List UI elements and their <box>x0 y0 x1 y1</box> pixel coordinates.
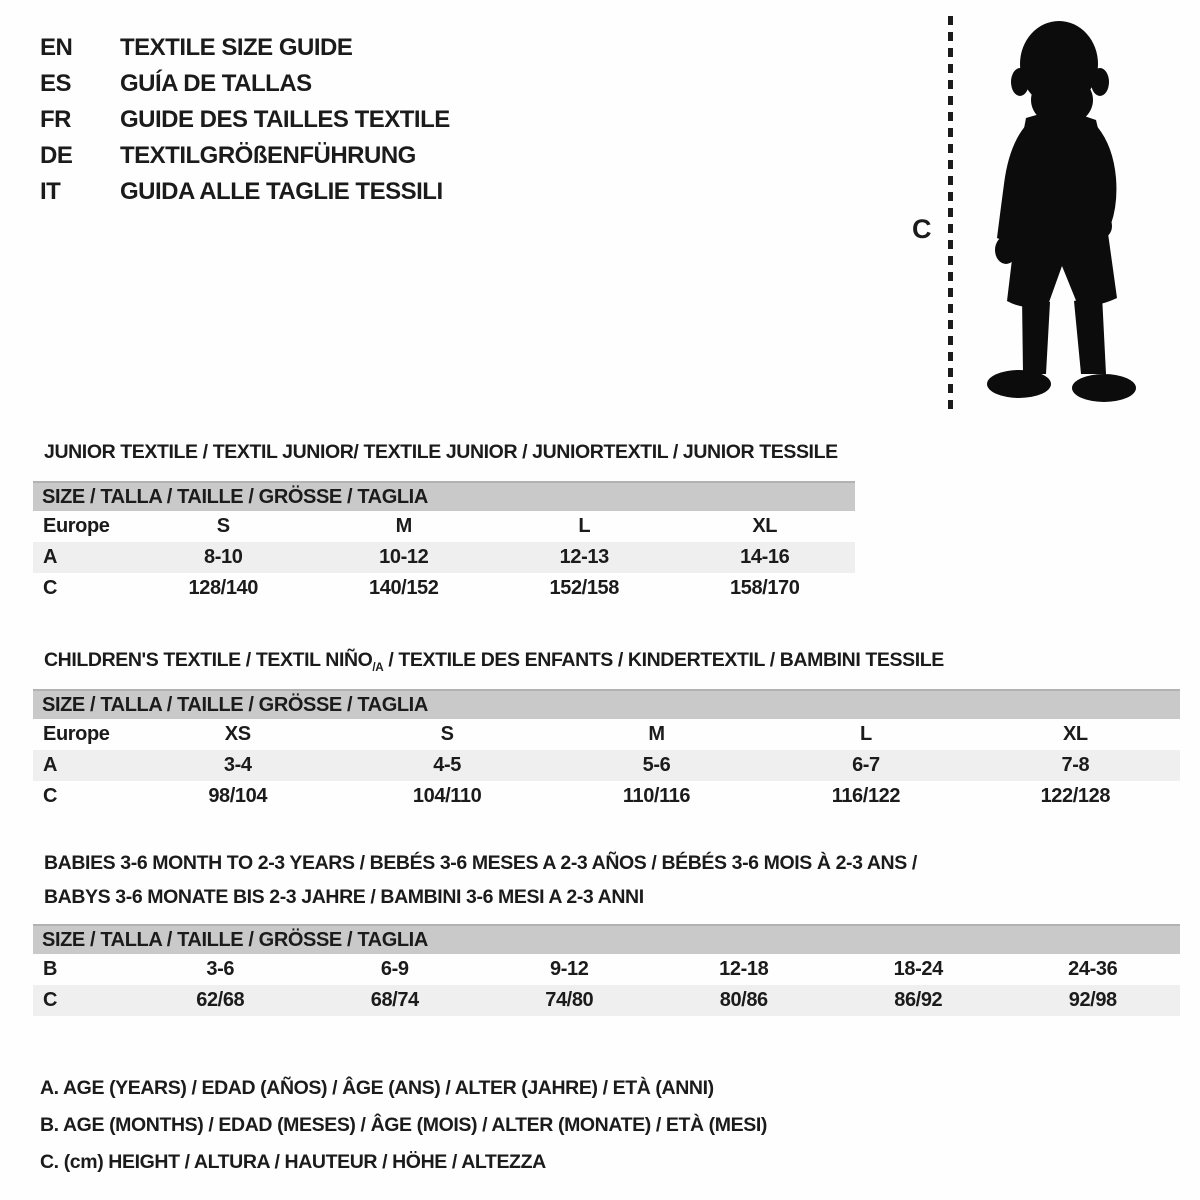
section-title-line <box>44 435 855 469</box>
size-header-label: SIZE / TALLA / TAILLE / GRÖSSE / TAGLIA <box>42 928 428 951</box>
size-header-label: SIZE / TALLA / TAILLE / GRÖSSE / TAGLIA <box>42 485 428 508</box>
size-table <box>33 924 1180 1016</box>
language-code: IT <box>40 178 61 205</box>
size-cell: 122/128 <box>1040 785 1111 807</box>
size-cell: L <box>860 723 872 745</box>
title-text: CHILDREN'S TEXTILE / TEXTIL NIÑO <box>44 649 373 671</box>
row-label: C <box>43 577 58 599</box>
size-cell: 158/170 <box>730 577 800 599</box>
size-cell: 5-6 <box>642 754 671 776</box>
language-row <box>40 30 450 66</box>
title-text: BABYS 3-6 MONATE BIS 2-3 JAHRE / BAMBINI 3-6 MESI A 2-3 ANNI <box>44 886 644 908</box>
size-cell: 6-7 <box>852 754 880 776</box>
size-cell: 74/80 <box>545 989 594 1011</box>
row-label: C <box>43 989 58 1011</box>
size-cell: 104/110 <box>412 785 482 807</box>
legend <box>40 1070 767 1181</box>
section-title-line <box>44 880 1180 914</box>
size-cell: 86/92 <box>894 989 943 1011</box>
size-header-label: SIZE / TALLA / TAILLE / GRÖSSE / TAGLIA <box>42 693 428 716</box>
section-childrens-textile <box>33 643 1180 807</box>
table-row <box>33 511 855 542</box>
section-title <box>44 643 1180 685</box>
language-row <box>40 174 450 210</box>
size-cell: 3-6 <box>206 958 235 980</box>
row-label: Europe <box>43 515 110 537</box>
size-cell: 92/98 <box>1068 989 1117 1011</box>
size-cell: 6-9 <box>380 958 409 980</box>
section-title <box>44 435 855 469</box>
table-row <box>33 781 1180 812</box>
table-row <box>33 719 1180 750</box>
language-row <box>40 138 450 174</box>
size-cell: 10-12 <box>379 546 429 568</box>
guide-title: GUIDA ALLE TAGLIE TESSILI <box>120 178 443 205</box>
size-cell: 152/158 <box>549 577 619 599</box>
language-code: FR <box>40 106 71 133</box>
row-label: C <box>43 785 58 807</box>
size-cell: 14-16 <box>740 546 790 568</box>
size-table-header <box>33 924 1180 954</box>
table-row <box>33 954 1180 985</box>
guide-title: GUÍA DE TALLAS <box>120 70 312 97</box>
size-table-header <box>33 481 855 511</box>
size-cell: M <box>395 515 412 537</box>
table-row <box>33 985 1180 1016</box>
legend-age-years: A. AGE (YEARS) / EDAD (AÑOS) / ÂGE (ANS) / ALTER (JAHRE) / ETÀ (ANNI) <box>40 1077 714 1099</box>
section-title-line <box>44 846 1180 880</box>
size-cell: 140/152 <box>369 577 439 599</box>
legend-age-months: B. AGE (MONTHS) / EDAD (MESES) / ÂGE (MOIS) / ALTER (MONATE) / ETÀ (MESI) <box>40 1114 767 1136</box>
language-title-block <box>40 30 450 210</box>
row-label: B <box>43 958 58 980</box>
size-cell: XS <box>224 723 251 745</box>
size-cell: 9-12 <box>550 958 589 980</box>
size-cell: 8-10 <box>204 546 243 568</box>
size-cell: 110/116 <box>622 785 691 807</box>
language-code: EN <box>40 34 73 61</box>
size-cell: 80/86 <box>719 989 768 1011</box>
size-cell: M <box>648 723 665 745</box>
table-row <box>33 542 855 573</box>
table-row <box>33 573 855 604</box>
size-cell: 12-13 <box>559 546 609 568</box>
language-row <box>40 66 450 102</box>
row-label: A <box>43 754 58 776</box>
section-title-line <box>44 643 1180 685</box>
size-cell: 62/68 <box>196 989 245 1011</box>
language-row <box>40 102 450 138</box>
size-cell: 24-36 <box>1068 958 1118 980</box>
row-label: A <box>43 546 58 568</box>
toddler-silhouette-icon <box>964 12 1159 420</box>
language-code: ES <box>40 70 72 97</box>
title-subscript: /A <box>372 660 384 674</box>
size-cell: XL <box>1062 723 1088 745</box>
language-code: DE <box>40 142 73 169</box>
size-cell: XL <box>752 515 778 537</box>
section-junior-textile <box>33 435 855 599</box>
size-cell: S <box>216 515 230 537</box>
size-cell: L <box>578 515 591 537</box>
guide-title: GUIDE DES TAILLES TEXTILE <box>120 106 450 133</box>
size-cell: 12-18 <box>719 958 769 980</box>
legend-height-cm: C. (cm) HEIGHT / ALTURA / HAUTEUR / HÖHE / ALTEZZA <box>40 1151 546 1173</box>
size-table-body <box>33 954 1180 1016</box>
size-table-body <box>33 719 1180 812</box>
size-table <box>33 481 855 604</box>
table-row <box>33 750 1180 781</box>
size-cell: 98/104 <box>208 785 268 807</box>
guide-title: TEXTILGRÖßENFÜHRUNG <box>120 142 416 169</box>
size-cell: 116/122 <box>831 785 901 807</box>
size-cell: S <box>440 723 454 745</box>
size-cell: 128/140 <box>188 577 258 599</box>
title-text: / TEXTILE DES ENFANTS / KINDERTEXTIL / BAMBINI TESSILE <box>383 649 944 671</box>
size-table-body <box>33 511 855 604</box>
title-text: BABIES 3-6 MONTH TO 2-3 YEARS / BEBÉS 3-6 MESES A 2-3 AÑOS / BÉBÉS 3-6 MOIS À 2-3 ANS / <box>44 852 917 874</box>
height-measure-label: C <box>912 214 932 244</box>
size-cell: 4-5 <box>433 754 461 776</box>
size-table <box>33 689 1180 812</box>
size-table-header <box>33 689 1180 719</box>
section-babies-textile <box>33 846 1180 1011</box>
size-cell: 7-8 <box>1061 754 1090 776</box>
size-cell: 3-4 <box>223 754 252 776</box>
guide-title: TEXTILE SIZE GUIDE <box>120 34 353 61</box>
section-title <box>44 846 1180 914</box>
height-measure-line <box>948 16 953 416</box>
row-label: Europe <box>43 723 110 745</box>
size-cell: 18-24 <box>893 958 943 980</box>
height-figure <box>880 0 1180 430</box>
title-text: JUNIOR TEXTILE / TEXTIL JUNIOR/ TEXTILE JUNIOR / JUNIORTEXTIL / JUNIOR TESSILE <box>44 441 838 463</box>
size-cell: 68/74 <box>370 989 419 1011</box>
